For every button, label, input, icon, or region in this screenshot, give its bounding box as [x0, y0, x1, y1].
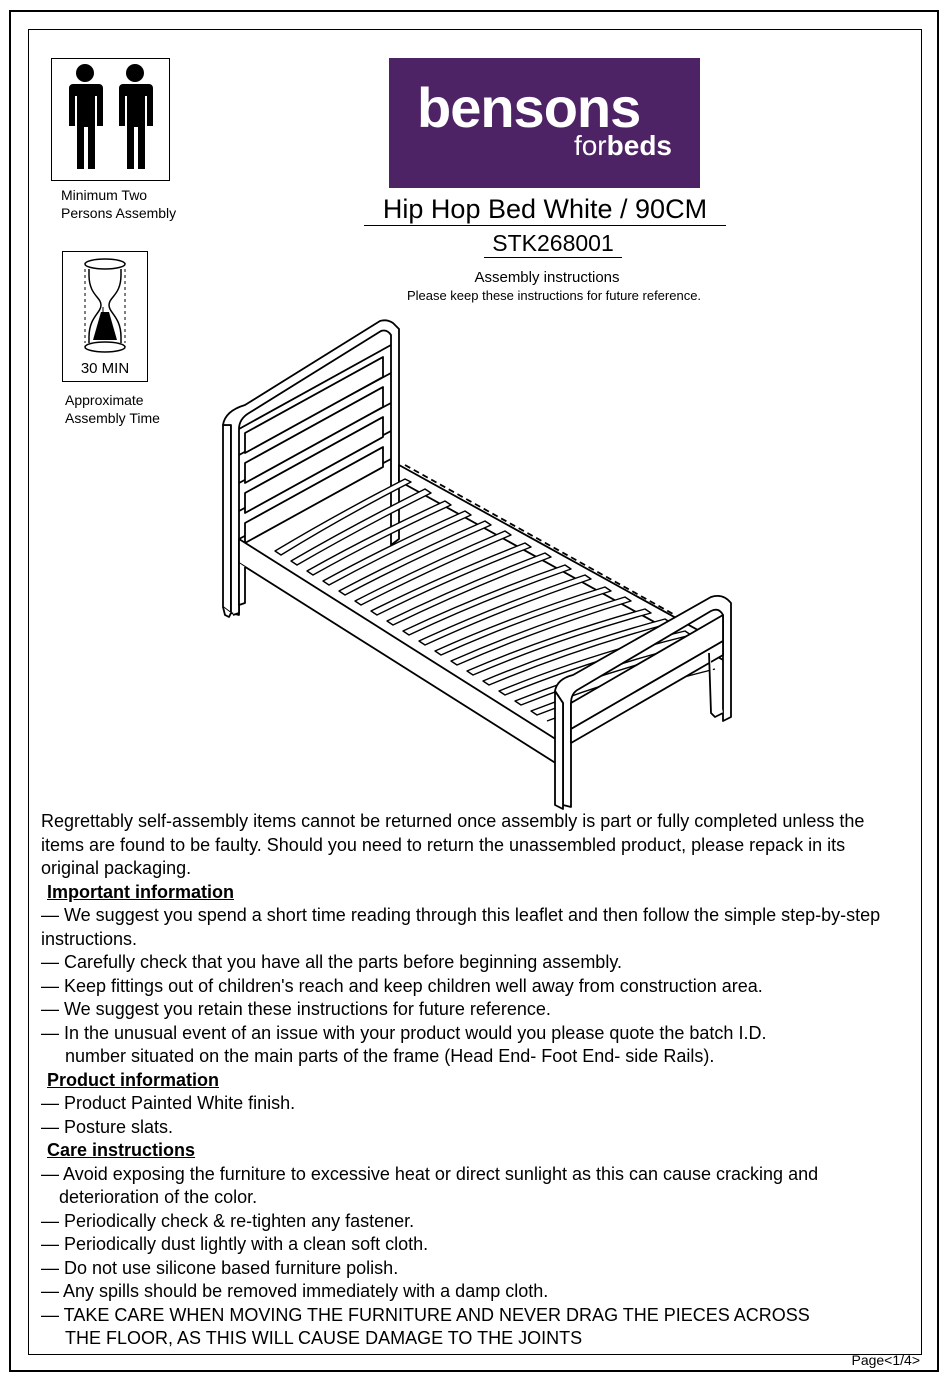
care-item-continued: THE FLOOR, AS THIS WILL CAUSE DAMAGE TO THE JOINTS [65, 1328, 583, 1348]
intro-paragraph: Regrettably self-assembly items cannot be returned once assembly is part or fully completed unless the items are found to be faulty. Should you need to return the unassembled product, please repack in its original packaging. [41, 811, 865, 878]
care-item-continued: deterioration of the color. [59, 1187, 258, 1207]
important-heading: Important information [47, 881, 234, 902]
product-item: — Posture slats. [41, 1116, 174, 1137]
care-item: — Periodically check & re-tighten any fastener. [41, 1210, 415, 1231]
page-number: Page<1/4> [851, 1352, 920, 1368]
product-title: Hip Hop Bed White / 90CM [364, 193, 726, 226]
care-item: — Periodically dust lightly with a clean soft cloth. [41, 1234, 429, 1254]
bed-illustration [215, 315, 740, 815]
care-item: — Any spills should be removed immediately with a damp cloth. [41, 1281, 549, 1301]
product-heading: Product information [47, 1069, 219, 1090]
instructions-body [41, 810, 901, 1351]
assembly-instructions-heading: Assembly instructions [474, 269, 620, 286]
important-item: — We suggest you retain these instructions for future reference. [41, 999, 551, 1019]
care-item: — Do not use silicone based furniture polish. [41, 1257, 399, 1278]
assembly-time-label: 30 MIN [80, 360, 130, 377]
care-heading: Care instructions [47, 1140, 196, 1160]
care-item: — Avoid exposing the furniture to excessive heat or direct sunlight as this can cause cracking and [41, 1163, 819, 1184]
persons-caption: Minimum Two Persons Assembly [61, 187, 177, 221]
important-item: — We suggest you spend a short time reading through this leaflet and then follow the simple step-by-step instructions. [41, 905, 881, 949]
assembly-time-box [62, 251, 148, 382]
care-item: — TAKE CARE WHEN MOVING THE FURNITURE AND NEVER DRAG THE PIECES ACROSS [41, 1304, 810, 1325]
product-code: STK268001 [484, 229, 622, 258]
important-item-continued: number situated on the main parts of the frame (Head End- Foot End- side Rails). [65, 1046, 715, 1066]
time-caption: Approximate Assembly Time [65, 392, 160, 426]
product-item: — Product Painted White finish. [41, 1093, 296, 1113]
important-item: — In the unusual event of an issue with your product would you please quote the batch I.D. [41, 1022, 767, 1043]
important-item: — Keep fittings out of children's reach and keep children well away from construction area. [41, 975, 763, 996]
keep-instructions-note: Please keep these instructions for future reference. [406, 288, 702, 303]
brand-logo: bensons forbeds [389, 58, 700, 188]
hourglass-icon [63, 252, 147, 356]
two-persons-icon [51, 58, 170, 181]
important-item: — Carefully check that you have all the parts before beginning assembly. [41, 952, 622, 972]
